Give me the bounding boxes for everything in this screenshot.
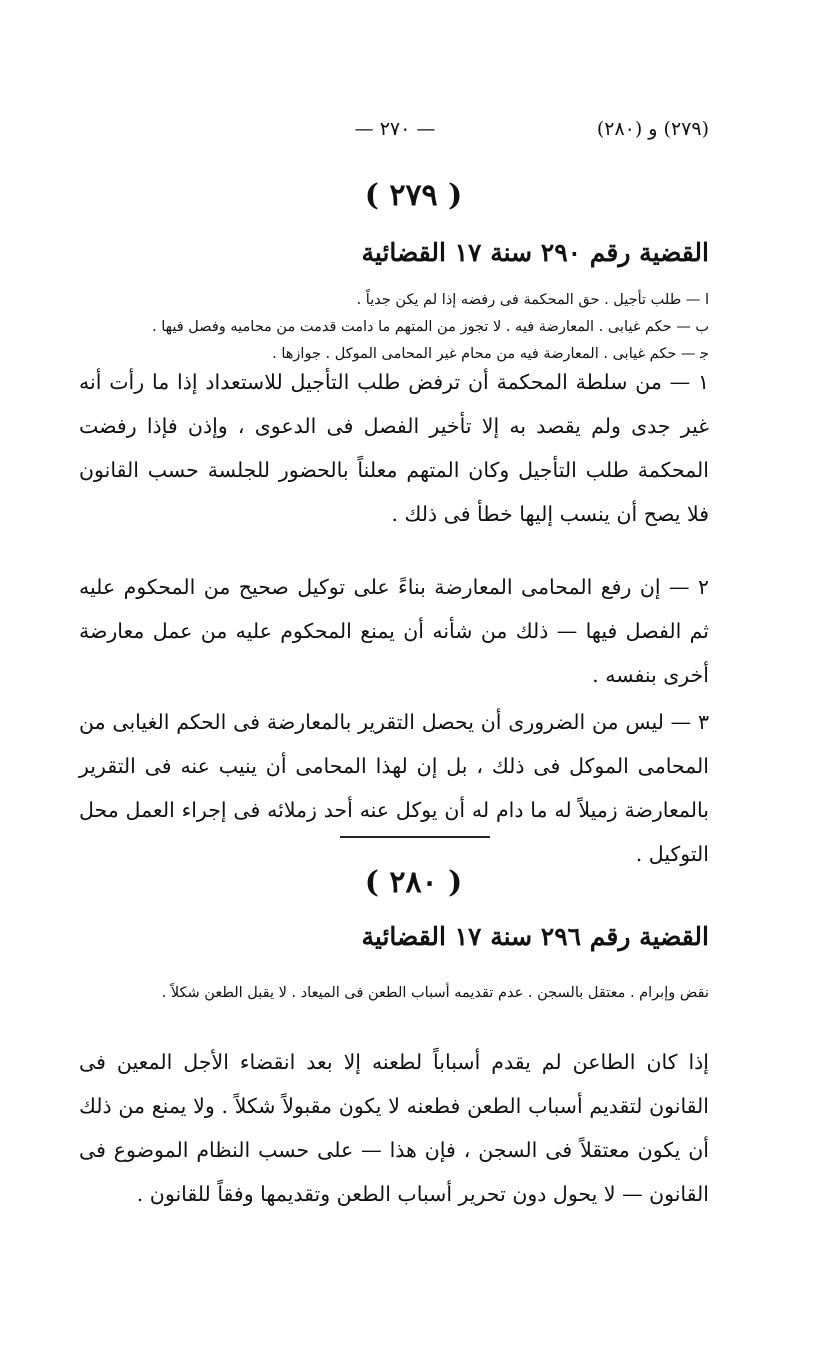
section-divider [340,836,490,838]
case-number: ( ٢٧٩ ) [364,178,463,213]
case-summary [89,980,709,1007]
running-head [0,118,827,148]
case-paragraph: ٢ — إن رفع المحامى المعارضة بناءً على توكيل صحيح من المحكوم عليه ثم الفصل فيها — ذلك من شأنه أن يمنع المحكوم عليه من عمل معارضة أخرى بنفسه . [79,575,709,687]
case-paragraph: ٣ — ليس من الضرورى أن يحصل التقرير بالمعارضة فى الحكم الغيابى من المحامى الموكل فى ذلك ، بل إن لهذا المحامى أن ينيب عنه فى التقرير بالمعارضة زميلاً له ما دام له أن يوكل عنه أحد زملائه فى إجراء العمل محل التوكيل . [79,710,709,866]
summary-item: ﺟ — حكم غيابى . المعارضة فيه من محام غير المحامى الموكل . جوازها . [272,346,709,362]
case-heading: القضية رقم ٢٩٦ سنة ١٧ القضائية [361,922,709,951]
summary-item: ب — حكم غيابى . المعارضة فيه . لا تجوز من المتهم ما دامت قدمت من محاميه وفصل فيها . [152,319,709,335]
page-number: — ٢٧٠ — [354,118,436,140]
running-title: (٢٧٩) و (٢٨٠) [596,118,709,140]
summary-item: نقض وإبرام . معتقل بالسجن . عدم تقديمه أسباب الطعن فى الميعاد . لا يقبل الطعن شكلاً . [161,985,709,1001]
case-number: ( ٢٨٠ ) [364,865,463,900]
case-heading: القضية رقم ٢٩٠ سنة ١٧ القضائية [361,238,709,267]
case-summary [89,287,709,368]
summary-item: ا — طلب تأجيل . حق المحكمة فى رفضه إذا لم يكن جدياً . [356,292,709,308]
case-paragraph: إذا كان الطاعن لم يقدم أسباباً لطعنه إلا بعد انقضاء الأجل المعين فى القانون لتقديم أسباب الطعن فطعنه لا يكون مقبولاً شكلاً . ولا يمنع من ذلك أن يكون معتقلاً فى السجن ، فإن هذا — على حسب النظام الموضوع فى القانون — لا يحول دون تحرير أسباب الطعن وتقديمها وفقاً للقانون . [79,1050,709,1206]
case-paragraph: ١ — من سلطة المحكمة أن ترفض طلب التأجيل للاستعداد إذا ما رأت أنه غير جدى ولم يقصد به إلا تأخير الفصل فى الدعوى ، وإذن فإذا رفضت المحكمة طلب التأجيل وكان المتهم معلناً بالحضور للجلسة حسب القانون فلا يصح أن ينسب إليها خطأ فى ذلك . [79,370,709,526]
